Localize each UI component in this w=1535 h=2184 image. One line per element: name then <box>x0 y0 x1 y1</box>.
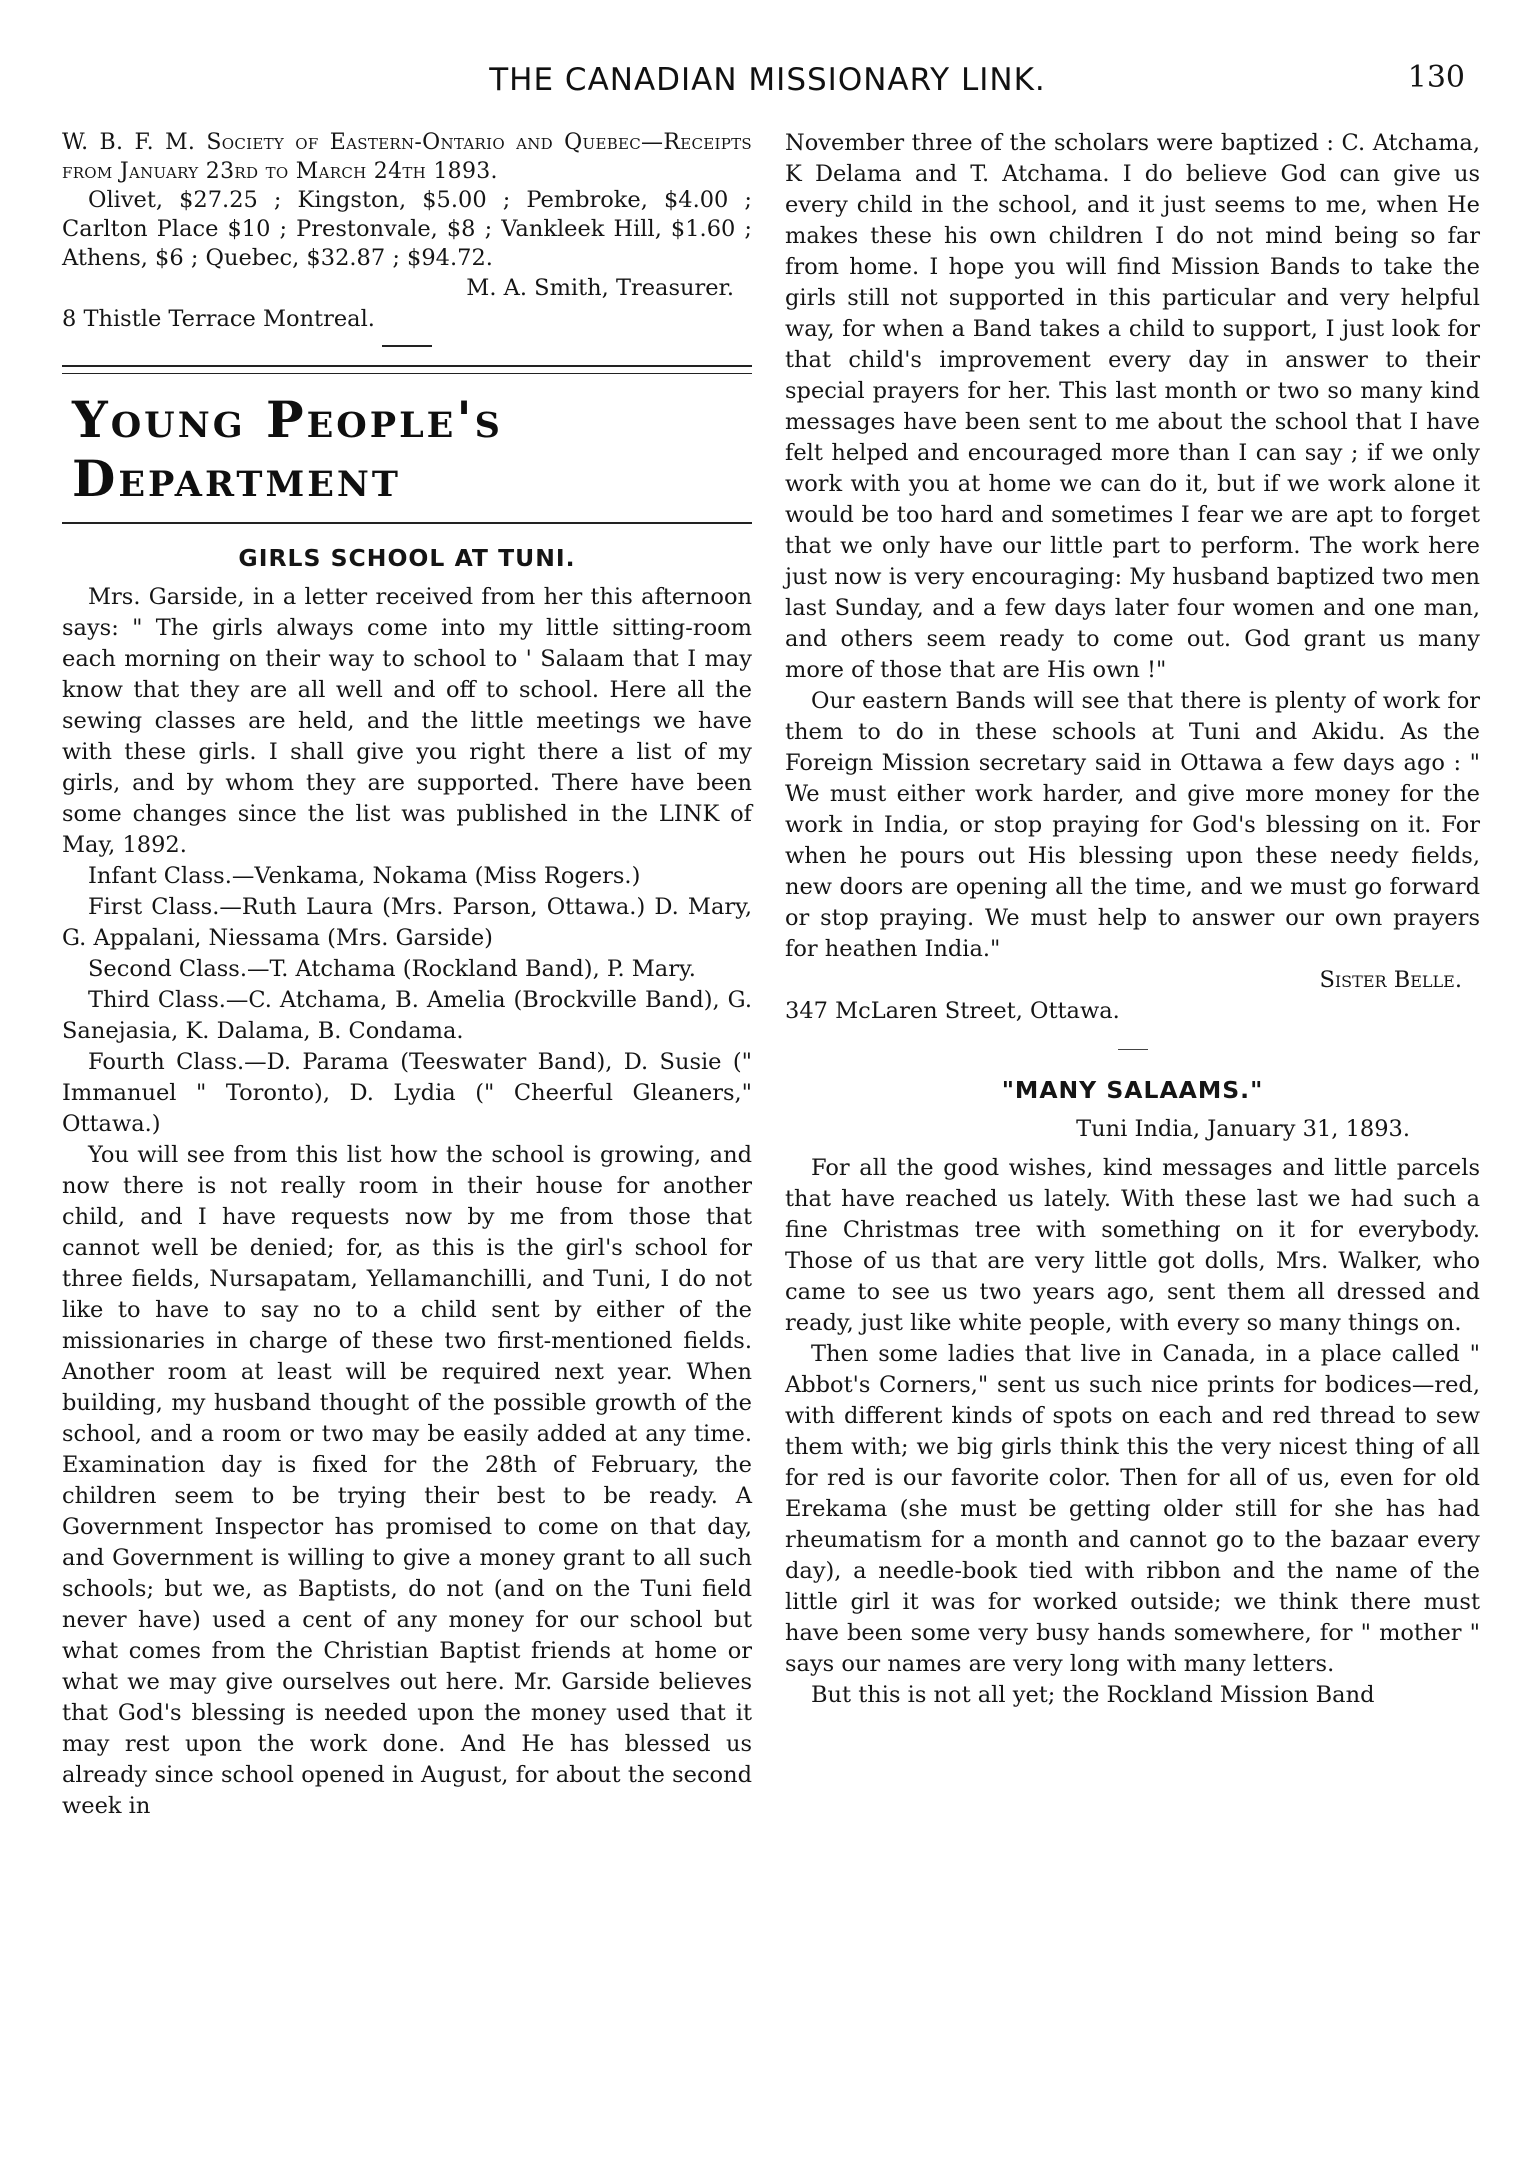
class-list-item: Infant Class.—Venkama, Nokama (Miss Rogers.) <box>88 863 641 889</box>
class-list-item: First Class.—Ruth Laura (Mrs. Parson, Ottawa.) D. Mary, G. Appalani, Niessama (Mrs. Garside) <box>62 894 752 951</box>
article-heading: "MANY SALAAMS." <box>1001 1076 1264 1104</box>
running-head <box>0 30 1535 98</box>
receipts-body: Olivet, $27.25 ; Kingston, $5.00 ; Pembroke, $4.00 ; Carlton Place $10 ; Prestonvale, $8 ; Vankleek Hill, $1.60 ; Athens, $6 ; Quebec, $32.87 ; $94.72. <box>62 187 752 271</box>
double-rule <box>62 365 752 374</box>
receipts-heading: W. B. F. M. Society of Eastern-Ontario and Quebec—Receipts from January 23rd to March 24th 1893. <box>62 130 752 184</box>
article-paragraph: Our eastern Bands will see that there is plenty of work for them to do in these schools at Tuni and Akidu. As the Foreign Mission secretary said in Ottawa a few days ago : " We must either work harder, and give more money for the work in India, or stop praying for God's blessing on it. For when he pours out His blessing upon these needy fields, new doors are opening all the time, and we must go forward or stop praying. We must help to answer our own prayers for heathen India." <box>785 688 1480 962</box>
article-paragraph: Then some ladies that live in Canada, in a place called " Abbot's Corners," sent us such nice prints for bodices—red, with different kinds of spots on each and red thread to sew them with; we big girls think this the very nicest thing of all for red is our favorite color. Then for all of us, even for old Erekama (she must be getting older still for she has had rheumatism for a month and cannot go to the bazaar every day), a needle-book tied with ribbon and the name of the little girl it was for worked outside; we think there must have been some very busy hands somewhere, for " mother " says our names are very long with many letters. <box>785 1341 1480 1677</box>
article-signature: Sister Belle. <box>1319 967 1462 993</box>
class-list-item: Second Class.—T. Atchama (Rockland Band), P. Mary. <box>88 956 696 982</box>
article-address: 347 McLaren Street, Ottawa. <box>785 998 1120 1024</box>
article-heading: GIRLS SCHOOL AT TUNI. <box>238 544 576 572</box>
class-list-item: Third Class.—C. Atchama, B. Amelia (Brockville Band), G. Sanejasia, K. Dalama, B. Condama. <box>62 987 752 1044</box>
page-number: 130 <box>1407 60 1465 95</box>
department-banner: Young People's Department <box>72 390 503 508</box>
article-paragraph: November three of the scholars were baptized : C. Atchama, K Delama and T. Atchama. I do believe God can give us every child in the school, and it just seems to me, when He makes these his own children I do not mind being so far from home. I hope you will find Mission Bands to take the girls still not supported in this particular and very helpful way, for when a Band takes a child to support, I just look for that child's improvement every day in answer to their special prayers for her. This last month or two so many kind messages have been sent to me about the school that I have felt helped and encouraged more than I can say ; if we only work with you at home we can do it, but if we work alone it would be too hard and sometimes I fear we are apt to forget that we only have our little part to perform. The work here just now is very encouraging: My husband baptized two men last Sunday, and a few days later four women and one man, and others seem ready to come out. God grant us many more of those that are His own !" <box>785 130 1480 683</box>
section-rule <box>382 345 432 347</box>
article-dateline: Tuni India, January 31, 1893. <box>1076 1116 1410 1142</box>
section-rule <box>1118 1049 1148 1050</box>
article-paragraph: For all the good wishes, kind messages and little parcels that have reached us lately. With these last we had such a fine Christmas tree with something on it for everybody. Those of us that are very little got dolls, Mrs. Walker, who came to see us two years ago, sent them all dressed and ready, just like white people, with every so many things on. <box>785 1155 1480 1336</box>
receipts-address: 8 Thistle Terrace Montreal. <box>62 306 375 332</box>
journal-title: THE CANADIAN MISSIONARY LINK. <box>489 62 1046 98</box>
article-paragraph: Mrs. Garside, in a letter received from her this afternoon says: " The girls always come into my little sitting-room each morning on their way to school to ' Salaam that I may know that they are all well and off to school. Here all the sewing classes are held, and the little meetings we have with these girls. I shall give you right there a list of my girls, and by whom they are supported. There have been some changes since the list was published in the LINK of May, 1892. <box>62 584 752 858</box>
class-list-item: Fourth Class.—D. Parama (Teeswater Band), D. Susie (" Immanuel " Toronto), D. Lydia (" Cheerful Gleaners," Ottawa.) <box>62 1049 752 1137</box>
banner-rule <box>62 518 752 524</box>
right-column <box>785 128 1480 1711</box>
article-paragraph: You will see from this list how the school is growing, and now there is not really room in their house for another child, and I have requests now by me from those that cannot well be denied; for, as this is the girl's school for three fields, Nursapatam, Yellamanchilli, and Tuni, I do not like to have to say no to a child sent by either of the missionaries in charge of these two first-mentioned fields. Another room at least will be required next year. When building, my husband thought of the possible growth of the school, and a room or two may be easily added at any time. Examination day is fixed for the 28th of February, the children seem to be trying their best to be ready. A Government Inspector has promised to come on that day, and Government is willing to give a money grant to all such schools; but we, as Baptists, do not (and on the Tuni field never have) used a cent of any money for our school but what comes from the Christian Baptist friends at home or what we may give ourselves out here. Mr. Garside believes that God's blessing is needed upon the money used that it may rest upon the work done. And He has blessed us already since school opened in August, for about the second week in <box>62 1142 752 1819</box>
article-paragraph: But this is not all yet; the Rockland Mission Band <box>811 1682 1375 1708</box>
left-column <box>62 128 752 1822</box>
receipts-signature: M. A. Smith, Treasurer. <box>466 275 734 301</box>
